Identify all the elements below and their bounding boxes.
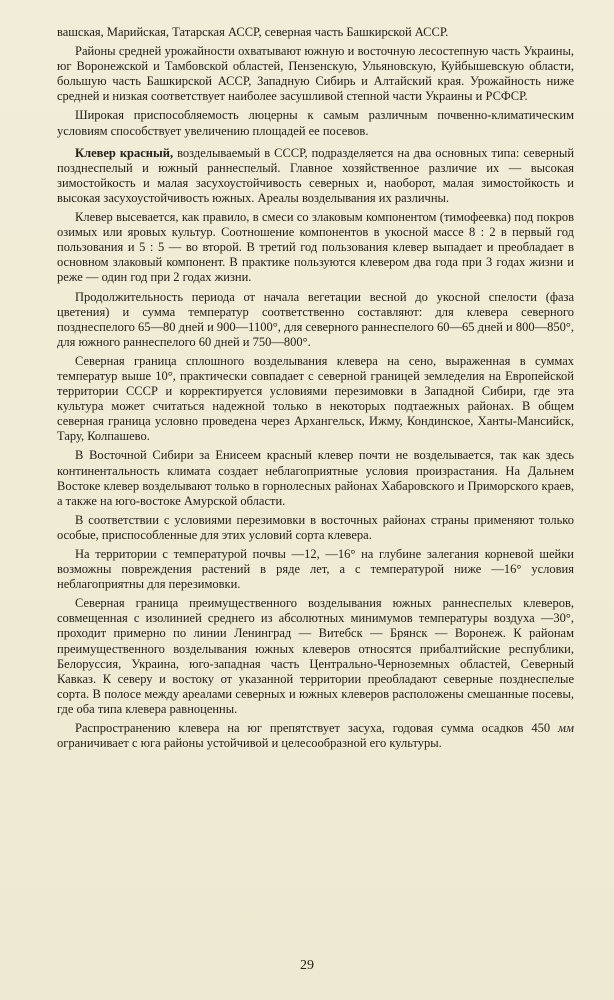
- unit-mm: мм: [558, 721, 574, 736]
- paragraph-clover-sowing: Клевер высевается, как правило, в смеси со злаковым компонентом (тимофеевка) под покров озимых или яровых культур. Соотношение компонентов в укосной массе 8 : 2 в первый год пользования и 5 : 5 — во второй. В третий год пользования клевер выпадает и преобладает в основном злаковый компонент. В практике пользуются клевером два года при 3 годах жизни и реже — один год при 2 годах жизни.: [57, 210, 574, 285]
- paragraph-regions-continued: вашская, Марийская, Татарская АССР, северная часть Башкирской АССР.: [57, 25, 449, 39]
- paragraph-northern-boundary: Северная граница сплошного возделывания клевера на сено, выраженная в суммах температур выше 10°, практически совпадает с северной границей земледелия на Европейской территории СССР и корректируется условиями перезимовки в Западной Сибири, где эта культура может считаться надежной только в некоторых подтаежных районах. В общем северная граница условно проведена через Архангельск, Ижму, Кондинское, Ханты-Мансийск, Тару, Колпашево.: [57, 353, 574, 444]
- paragraph-southern-clover-boundary: Северная граница преимущественного возделывания южных раннеспелых клеверов, совмещенная с изолинией среднего из абсолютных минимумов температуры воздуха —30°, проходит примерно по линии Ленинград — Витебск — Брянск — Воронеж. К районам преимущественного возделывания южных клеверов относятся прибалтийские республики, Белоруссия, Украина, юго-западная часть Центрально-Черноземных областей, Северный Кавказ. К северу и востоку от указанной территории преобладают северные позднеспелые сорта. В полосе между ареалами северных и южных клеверов расположены смешанные посевы, где оба типа клевера равноценны.: [57, 596, 574, 716]
- paragraph-medium-yield-regions: Районы средней урожайности охватывают южную и восточную лесостепную часть Украины, юг Воронежской и Тамбовской областей, Пензенскую, Ульяновскую, Куйбышевскую области, большую часть Башкирской АССР, Западную Сибирь и Алтайский края. Урожайность ниже средней и низкая соответствует наиболее засушливой степной части Украины и РСФСР.: [57, 44, 574, 104]
- paragraph-drought-limit: Распространению клевера на юг препятствует засуха, годовая сумма осадков 450 мм ограничивает с юга районы устойчивой и целесообразной его культуры.: [57, 721, 574, 751]
- page-number: 29: [300, 958, 314, 973]
- paragraph-alfalfa-adaptability: Широкая приспособляемость люцерны к самым различным почвенно-климатическим условиям способствует увеличению площадей ее посевов.: [57, 108, 574, 138]
- paragraph-soil-temperature: На территории с температурой почвы —12, —16° на глубине залегания корневой шейки возможны повреждения растений в ряде лет, а с температурой ниже —16° условия неблагоприятны для перезимовки.: [57, 547, 574, 592]
- red-clover-term: Клевер красный,: [75, 145, 174, 160]
- paragraph-red-clover-types: Клевер красный, возделываемый в СССР, подразделяется на два основных типа: северный позднеспелый и южный раннеспелый. Главное хозяйственное различие их — высокая зимостойкость и малая засухоустойчивость северных и, наоборот, малая зимостойкость и высокая засухоустойчивость южных. Ареалы возделывания их различны.: [57, 145, 575, 205]
- paragraph-vegetation-period: Продолжительность периода от начала вегетации весной до укосной спелости (фаза цветения) и сумма температур соответственно составляют: для клевера северного позднеспелого 65—80 дней и 900—1100°, для северного раннеспелого 60—65 дней и 800—850°, для южного раннеспелого 60 дней и 750—800°.: [57, 289, 574, 349]
- paragraph-eastern-siberia: В Восточной Сибири за Енисеем красный клевер почти не возделывается, так как здесь континентальность климата создает неблагоприятные условия произрастания. На Дальнем Востоке клевер возделывают только в горнолесных районах Хабаровского и Приморского краев, а также на юго-востоке Амурской области.: [57, 448, 574, 508]
- paragraph-special-varieties: В соответствии с условиями перезимовки в восточных районах страны применяют только особые, приспособленные для этих условий сорта клевера.: [57, 512, 574, 542]
- page-body-text: [57, 25, 574, 751]
